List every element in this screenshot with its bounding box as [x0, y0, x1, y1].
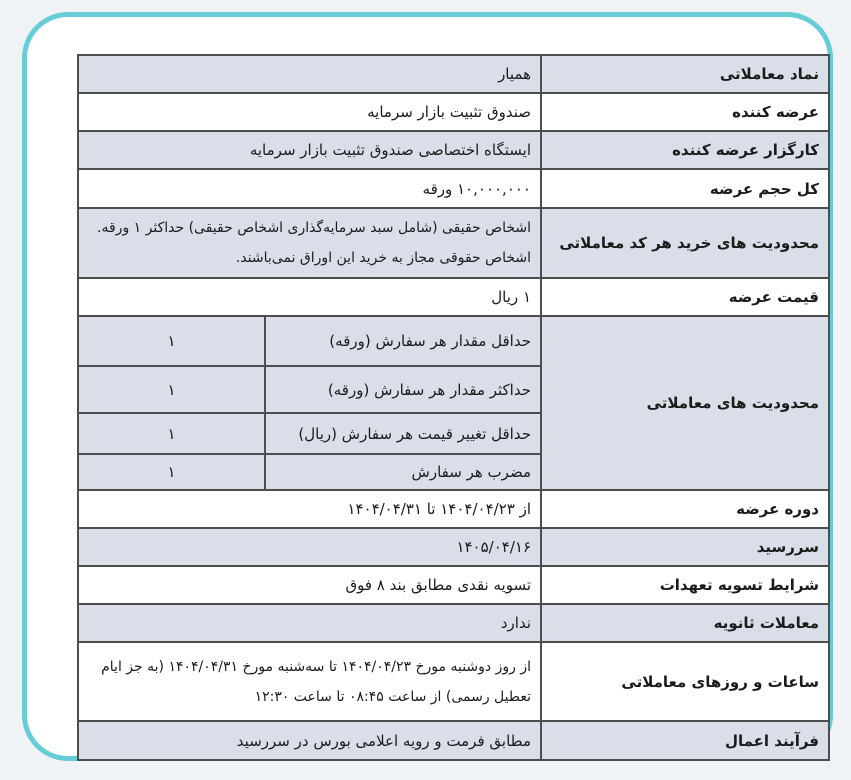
row-value-purchase-limits: [78, 208, 541, 278]
table-row: [78, 566, 829, 604]
row-header-maturity: سررسید: [541, 528, 829, 566]
row-header-supplier-broker: کارگزار عرضه کننده: [541, 131, 829, 169]
row-header-trading-constraints: محدودیت های معاملاتی: [541, 316, 829, 490]
table-row: [78, 55, 829, 93]
table-row: [78, 490, 829, 528]
row-value-trading-hours: [78, 642, 541, 721]
rounded-card: [22, 12, 833, 761]
row-value-exercise-process: مطابق فرمت و رویه اعلامی بورس در سررسید: [78, 721, 541, 760]
row-header-secondary-trading: معاملات ثانویه: [541, 604, 829, 642]
row-header-purchase-limits: محدودیت های خرید هر کد معاملاتی: [541, 208, 829, 278]
trading-hours-line-2: تعطیل رسمی) از ساعت ۰۸:۴۵ تا ساعت ۱۲:۳۰: [254, 688, 531, 705]
constraint-label-max-order-qty: حداکثر مقدار هر سفارش (ورقه): [265, 366, 541, 413]
trading-hours-line-1: از روز دوشنبه مورخ ۱۴۰۴/۰۴/۲۳ تا سه‌شنبه مورخ ۱۴۰۴/۰۴/۳۱ (به جز ایام: [101, 658, 531, 675]
row-value-total-volume: ۱۰,۰۰۰,۰۰۰ ورقه: [78, 169, 541, 208]
row-value-maturity: ۱۴۰۵/۰۴/۱۶: [78, 528, 541, 566]
purchase-limits-line-1: اشخاص حقیقی (شامل سبد سرمایه‌گذاری اشخاص حقیقی) حداکثر ۱ ورقه.: [97, 220, 531, 236]
table-row: [78, 131, 829, 169]
row-header-trading-hours: ساعات و روزهای معاملاتی: [541, 642, 829, 721]
offering-details-table: [77, 54, 830, 761]
row-value-settlement-terms: تسویه نقدی مطابق بند ۸ فوق: [78, 566, 541, 604]
row-header-offer-period: دوره عرضه: [541, 490, 829, 528]
constraint-value-min-order-qty: ۱: [78, 316, 265, 366]
constraint-value-order-multiple: ۱: [78, 454, 265, 490]
row-value-supplier: صندوق تثبیت بازار سرمایه: [78, 93, 541, 131]
row-value-secondary-trading: ندارد: [78, 604, 541, 642]
table-row: [78, 316, 829, 366]
row-header-supplier: عرضه کننده: [541, 93, 829, 131]
row-value-trading-symbol: همیار: [78, 55, 541, 93]
constraint-label-min-order-qty: حداقل مقدار هر سفارش (ورقه): [265, 316, 541, 366]
row-value-offer-period: از ۱۴۰۴/۰۴/۲۳ تا ۱۴۰۴/۰۴/۳۱: [78, 490, 541, 528]
constraint-value-max-order-qty: ۱: [78, 366, 265, 413]
constraint-value-min-price-tick: ۱: [78, 413, 265, 454]
table-row: [78, 93, 829, 131]
constraint-label-order-multiple: مضرب هر سفارش: [265, 454, 541, 490]
row-header-trading-symbol: نماد معاملاتی: [541, 55, 829, 93]
table-row: [78, 642, 829, 721]
row-value-supplier-broker: ایستگاه اختصاصی صندوق تثبیت بازار سرمایه: [78, 131, 541, 169]
row-header-settlement-terms: شرایط تسویه تعهدات: [541, 566, 829, 604]
purchase-limits-line-2: اشخاص حقوقی مجاز به خرید این اوراق نمی‌باشند.: [235, 250, 531, 266]
row-value-offer-price: ۱ ریال: [78, 278, 541, 316]
row-header-total-volume: کل حجم عرضه: [541, 169, 829, 208]
row-header-offer-price: قیمت عرضه: [541, 278, 829, 316]
table-row: [78, 604, 829, 642]
table-row: [78, 278, 829, 316]
table-row: [78, 721, 829, 760]
constraint-label-min-price-tick: حداقل تغییر قیمت هر سفارش (ریال): [265, 413, 541, 454]
table-row: [78, 208, 829, 278]
row-header-exercise-process: فرآیند اعمال: [541, 721, 829, 760]
table-row: [78, 169, 829, 208]
table-row: [78, 528, 829, 566]
